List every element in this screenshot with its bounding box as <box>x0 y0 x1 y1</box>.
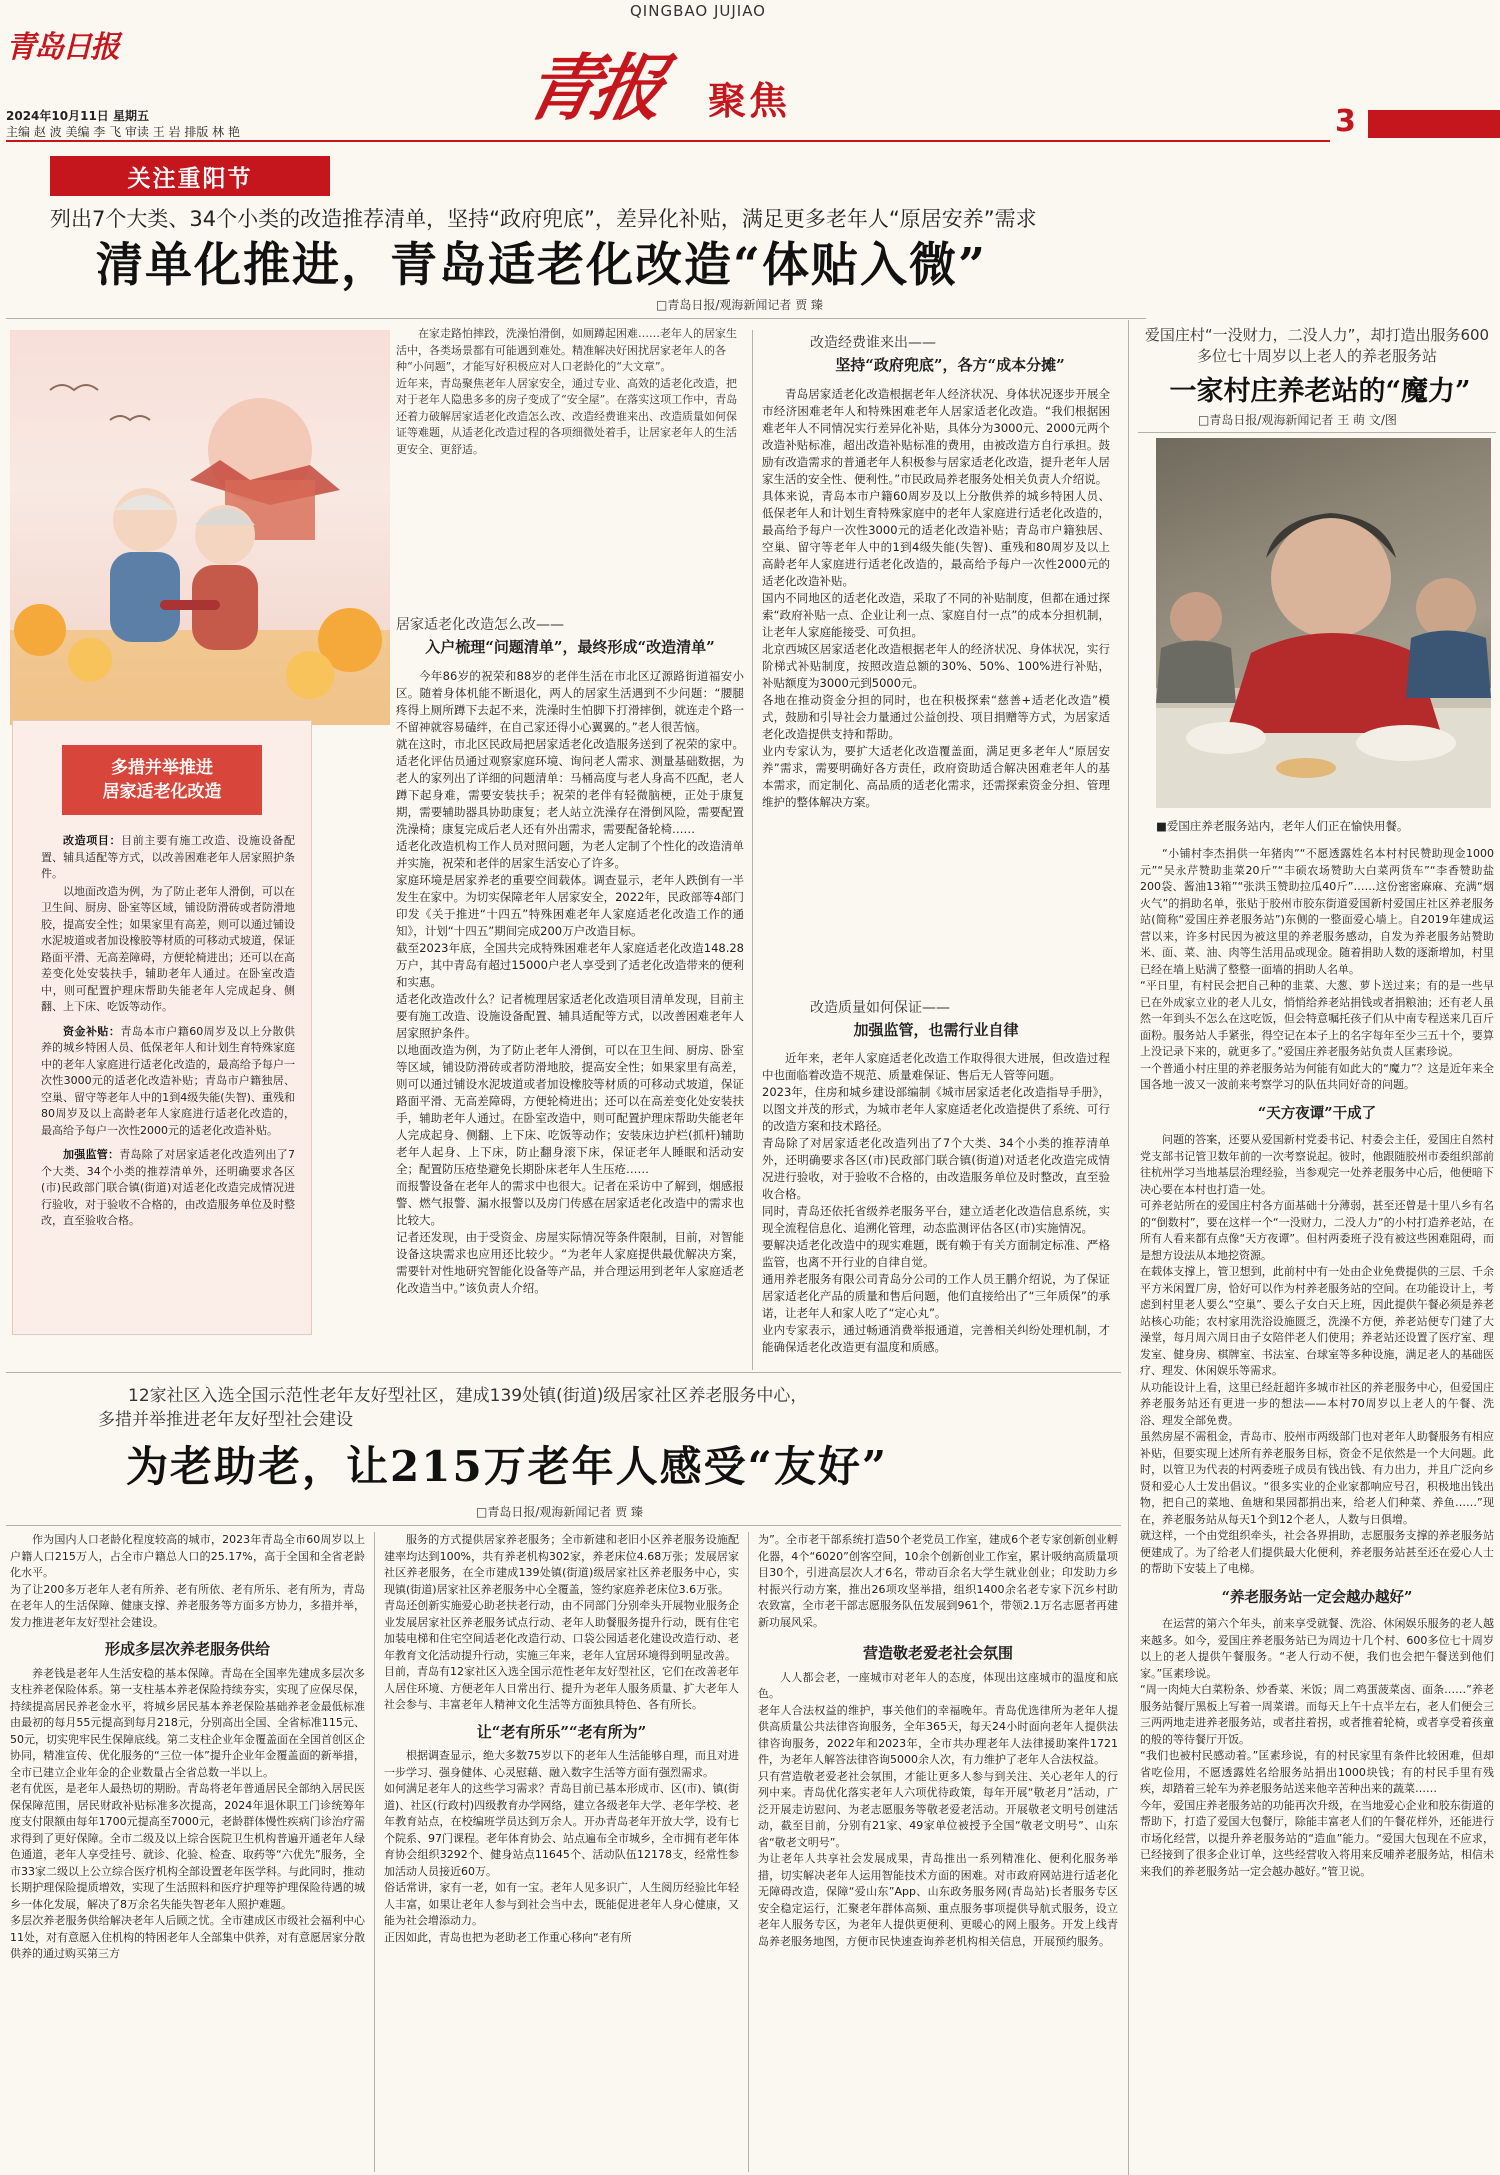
sec2-heading: 坚持“政府兜底”，各方“成本分摊” <box>835 356 1065 374</box>
sec1-kicker: 居家适老化改造怎么改—— <box>396 617 564 633</box>
story1-byline: □青岛日报/观海新闻记者 贾 臻 <box>656 298 824 312</box>
sidebar-text-2: 以地面改造为例，为了防止老年人滑倒，可以在卫生间、厨房、卧室等区域，铺设防滑砖或者防滑地胶，提高安全性；如果家里有高差，则可以通过铺设水泥坡道或者加设橡胶等材质的可移动式坡道，保证路面平滑、无高差障碍，方便轮椅进出；还可以在高差变化处安装扶手，辅助老年人通过。在卧室改造中，则可配置护理床帮助失能老年人完成起身、侧翻、上下床、吃饭等动作。 <box>41 884 295 1013</box>
story2-byline-rule <box>6 1525 1121 1526</box>
sec1-body <box>396 668 744 1368</box>
photo-svg <box>1156 438 1491 808</box>
sec3-body <box>762 1050 1110 1368</box>
story3-byline-rule <box>1138 432 1496 433</box>
sec1-heading: 入户梳理“问题清单”，最终形成“改造清单” <box>425 638 715 656</box>
story2-col3-body2: 人人都会老，一座城市对老年人的态度，体现出这座城市的温度和底色。 老年人合法权益的维护，事关他们的幸福晚年。青岛优选律所为老年人提供高质量公共法律咨询服务，全年365天，每天24小时面向老年人提供法律咨询服务，2022年和2023年，全市共办理老年人法律援助案件1721件，为老年人解答法律咨询5000余人次，有力维护了老年人合法权益。 只有营造敬老爱老社会氛围，才能让更多人参与到关注、关心老年人的行列中来。青岛优化落实老年人六项优待政策，每年开展“敬老月”活动，广泛开展走访慰问、为老志愿服务等敬老爱老活动。开展敬老文明号创建活动，截至目前，分别有21家、49家单位被授予全国“敬老文明号”、山东省“敬老文明号”。 为让老年人共享社会发展成果，青岛推出一系列精准化、便利化服务举措，切实解决老年人运用智能技术方面的困难。对市政府网站进行适老化无障碍改造，保障“爱山东”App、山东政务服务网(青岛站)长者服务专区安全稳定运行，汇聚老年群体高频、重点服务事项提供导航式服务，设立老年人服务专区，为老年人提供更便利、更暖心的网上服务。开发上线青岛养老服务地图，方便市民快速查询养老机构相关信息，开展预约服务。 <box>758 1670 1118 1948</box>
story3-body <box>1140 846 1494 2172</box>
header-rule <box>6 140 1330 142</box>
sidebar-text-3: 青岛本市户籍60周岁及以上分散供养的城乡特困人员、低保老年人和计划生育特殊家庭中的老年人家庭进行适老化改造的，最高给予每户一次性3000元的适老化改造补贴；青岛市户籍独居、空巢、留守等老年人中的1到4级失能(失智)、重残和80周岁及以上高龄老年人家庭进行适老化改造的，最高给予每户一次性2000元的适老化改造补贴。 <box>41 1024 296 1137</box>
story2-col3-heading: 营造敬老爱老社会氛围 <box>862 1644 1013 1662</box>
sidebar-title-box <box>62 745 262 815</box>
logo-calligraphy: 青报 <box>517 45 668 130</box>
sec3-body-text: 近年来，老年人家庭适老化改造工作取得很大进展，但改造过程中也面临着改造不规范、质量难保证、售后无人管等问题。 2023年，住房和城乡建设部编制《城市居家适老化改造指导手册》，以图文并茂的形式，为城市老年人家庭适老化改造提供了系统、可行的改造方案和技术路径。 青岛除了对居家适老化改造列出了7个大类、34个小类的推荐清单外，还明确要求各区(市)民政部门联合镇(街道)对适老化改造完成情况进行验收，对于验收不合格的，由改造服务单位及时整改，直至验收合格。 同时，青岛还依托省级养老服务平台，建立适老化改造信息系统，实现全流程信息化、追溯化管理，动态监测评估各区(市)实施情况。 要解决适老化改造中的现实难题，既有赖于有关方面制定标准、严格监管，也离不开行业的自律自觉。 通用养老服务有限公司青岛分公司的工作人员王鹏介绍说，为了保证居家适老化产品的质量和售后问题，他们直接给出了“三年质保”的承诺，让老年人和家人吃了“定心丸”。 业内专家表示，通过畅通消费举报通道，完善相关纠纷处理机制，才能确保适老化改造更有温度和质感。 <box>762 1051 1110 1354</box>
column-divider-3 <box>748 1532 749 2172</box>
sec1-body-text: 今年86岁的祝荣和88岁的老伴生活在市北区辽源路街道福安小区。随着身体机能不断退化，两人的居家生活遇到不少问题：“腰腿疼得上厕所蹲下去起不来，洗澡时生怕脚下打滑摔倒，就连走个路一不留神就容易磕绊，在自己家还得小心翼翼的。”老人很苦恼。 就在这时，市北区民政局把居家适老化改造服务送到了祝荣的家中。适老化评估员通过观察家庭环境、询问老人需求、测量基础数据，为老人的家列出了详细的问题清单：马桶高度与老人身高不匹配，老人蹲下起身难，需要安装扶手；祝荣的老伴有轻微脑梗，正处于康复期，需要辅助器具协助康复；老人站立洗澡存在滑倒风险，需要配置洗澡椅；康复完成后老人还有外出需求，需要配备轮椅…… 适老化改造机构工作人员对照问题，为老人定制了个性化的改造清单并实施，祝荣和老伴的居家生活安心了许多。 家庭环境是居家养老的重要空间载体。调查显示，老年人跌倒有一半发生在家中。为切实保障老年人居家安全，2022年，民政部等4部门印发《关于推进“十四五”特殊困难老年人家庭适老化改造工作的通知》，计划“十四五”期间完成200万户改造目标。 截至2023年底，全国共完成特殊困难老年人家庭适老化改造148.28万户，其中青岛有超过15000户老人享受到了适老化改造带来的便利和实惠。 适老化改造改什么？记者梳理居家适老化改造项目清单发现，目前主要有施工改造、设施设备配置、辅具适配等方式，以改善困难老年人居家照护条件。 以地面改造为例，为了防止老年人滑倒，可以在卫生间、厨房、卧室等区域，铺设防滑砖或者防滑地胶，提高安全性；如果家里有高差，则可以通过铺设水泥坡道或者加设橡胶等材质的可移动式坡道，保证路面平滑、无高差障碍，方便轮椅进出；还可以在高差变化处安装扶手，辅助老年人通过。在卧室改造中，则可配置护理床帮助失能老年人完成起身、侧翻、上下床、吃饭等动作；安装床边护栏(抓杆)辅助老年人起身、上下床，防止翻身滚下床，保证老年人睡眠和活动安全；配置防压疮垫避免长期卧床老年人生压疮…… 而报警设备在老年人的需求中也很大。记者在采访中了解到，烟感报警、燃气报警、漏水报警以及房门传感在居家适老化改造中的需求也比较大。 记者还发现，由于受资金、房屋实际情况等条件限制，目前，对智能设备这块需求也应用还比较少。“为老年人家庭提供最优解决方案，需要针对性地研究智能化设备等产品，并合理运用到老年人家庭适老化改造当中。”该负责人介绍。 <box>396 669 744 1295</box>
sidebar-lead-4: 加强监管： <box>63 1148 120 1161</box>
story2-col2 <box>384 1532 739 2172</box>
story2-col3-body: 为”。全市老干部系统打造50个老党员工作室，建成6个老专家创新创业孵化器，4个“6020”创客空间，10余个创新创业工作室，累计吸纳高质量项目30个，引进高层次人才6名，带动百余名大学生就业创业；印发助力乡村振兴行动方案，推出26项攻坚举措，组织1400余名老专家下沉乡村助农致富，全市老干部志愿服务队伍发展到961个，带领2.1万名志愿者再建新功展风采。 <box>758 1533 1118 1629</box>
story2-col2-body2: 根据调查显示，绝大多数75岁以下的老年人生活能够自理，而且对进一步学习、强身健体、心灵慰藉、融入数字生活等方面有强烈需求。 如何满足老年人的这些学习需求？青岛目前已基本形成市、区(市)、镇(街道)、社区(行政村)四级教育办学网络，建立各级老年大学、老年学校、老年教育站点，在校编班学员达到万余人。开办青岛老年开放大学，设有七个院系、97门课程。老年体育协会、站点遍布全市城乡，全市拥有老年体育协会组织3292个、健身站点11645个、活动队伍12178支，经常性参加活动人员接近60万。 俗话常讲，家有一老，如有一宝。老年人见多识广，人生阅历经验比年轻人丰富，如果让老年人参与到社会当中去，既能促进老年人身心健康，又能为社会增添动力。 正因如此，青岛也把为老助老工作重心移向“老有所 <box>384 1749 739 1944</box>
story1-kicker: 列出7个大类、34个小类的改造推荐清单，坚持“政府兜底”，差异化补贴，满足更多老年人“原居安养”需求 <box>50 207 1037 231</box>
staff-line: 主编 赵 波 美编 李 飞 审读 王 岩 排版 林 艳 <box>6 125 240 139</box>
measures-sidebar <box>12 720 312 1335</box>
story3-heading-1: “天方夜谭”干成了 <box>1257 1104 1377 1122</box>
story3-headline: 一家村庄养老站的“魔力” <box>1169 376 1471 407</box>
date-line: 2024年10月11日 星期五 <box>6 109 149 123</box>
sidebar-lead-3: 资金补贴： <box>63 1024 121 1038</box>
story3-heading-2: “养老服务站一定会越办越好” <box>1221 1588 1413 1606</box>
story1-headline: 清单化推进，青岛适老化改造“体贴入微” <box>96 238 988 293</box>
photo-caption: ■爱国庄养老服务站内，老年人们正在愉快用餐。 <box>1156 819 1409 833</box>
story3-body2: 问题的答案，还要从爱国新村党委书记、村委会主任，爱国庄自然村党支部书记管卫数年前的一次考察说起。彼时，他跟随胶州市委组织部前往杭州学习当地基层治理经验，当参观完一处养老服务中心后，他便暗下决心要在本村也打造一处。 可养老站所在的爱国庄村各方面基础十分薄弱，甚至还曾是十里八乡有名的“倒数村”，要在这样一个“一没财力，二没人力”的小村打造养老站，在所有人看来都有点像“天方夜谭”。但村两委班子没有被这些困难阻碍，而是想方设法从本地挖资源。 在载体支撑上，管卫想到，此前村中有一处由企业免费提供的三层、千余平方米闲置厂房，恰好可以作为村养老服务站的空间。在功能设计上，考虑到村里老人要么“空巢”、要么子女白天上班，因此提供午餐必须是养老站核心功能；农村家用洗浴设施匮乏，洗澡不方便，养老站便专门建了大澡堂，每月周六周日由子女陪伴老人们使用；养老站还设置了医疗室、理发室、健身房、棋牌室、书法室、台球室等多种设施，满足老人的基础医疗、理发、休闲娱乐等需求。 从功能设计上看，这里已经赶超许多城市社区的养老服务中心，但爱国庄养老服务站还有更进一步的想法——本村70周岁以上老人的午餐、洗浴、理发全部免费。 虽然房屋不需租金，青岛市、胶州市两级部门也对老年人助餐服务有相应补贴，但要实现上述所有养老服务目标，资金不足依然是一个大问题。此时，以管卫为代表的村两委班子成员有钱出钱、有力出力，并且广泛向乡贤和爱心人士发出倡议。“很多实业的企业家都响应号召，积极地出钱出物，把自己的菜地、鱼塘和果园都捐出来，给老人们种菜、养鱼……”现在，养老服务站从每天1个到12个老人，人数与日俱增。 就这样，一个由党组织牵头，社会各界捐助，志愿服务支撑的养老服务站便建成了。为了给老人们提供最大化便利，养老服务站甚至还在爱心人士的帮助下安装上了电梯。 <box>1140 1133 1494 1575</box>
topic-tag-text: 关注重阳节 <box>127 165 253 192</box>
sidebar-title: 多措并举推进 居家适老化改造 <box>102 758 222 802</box>
story2-headline: 为老助老，让215万老年人感受“友好” <box>126 1442 888 1491</box>
story2-kicker-1: 12家社区入选全国示范性老年友好型社区，建成139处镇(街道)级居家社区养老服务中心， <box>128 1386 808 1406</box>
sec3-heading: 加强监管，也需行业自律 <box>853 1021 1019 1039</box>
story2-byline: □青岛日报/观海新闻记者 贾 臻 <box>476 1505 644 1519</box>
sidebar-lead-1: 改造项目： <box>63 834 122 847</box>
story3-byline: □青岛日报/观海新闻记者 王 萌 文/图 <box>1198 413 1397 427</box>
column-divider-2 <box>374 1532 375 2172</box>
story2-top-rule <box>6 1372 1121 1373</box>
sec2-body-text: 青岛居家适老化改造根据老年人经济状况、身体状况逐步开展全市经济困难老年人和特殊困难老年人居家适老化改造。“我们根据困难老年人不同情况实行差异化补贴，具体分为3000元、2000元两个改造补贴标准，超出改造补贴标准的费用，由被改造方自行承担。鼓励有改造需求的普通老年人积极参与居家适老化改造，提升老年人居家生活的安全性、便利性。”市民政局养老服务处相关负责人介绍说。 具体来说，青岛本市户籍60周岁及以上分散供养的城乡特困人员、低保老年人和计划生育特殊家庭中的老年人家庭进行适老化改造的，最高给予每户一次性3000元的适老化改造补贴；青岛市户籍独居、空巢、留守等老年人中的1到4级失能(失智)、重残和80周岁及以上高龄老年人家庭进行适老化改造的，最高给予每户一次性2000元的适老化改造补贴。 国内不同地区的适老化改造，采取了不同的补贴制度，但都在通过探索“政府补贴一点、企业让利一点、家庭自付一点”的成本分担机制，让老年人家庭能接受、可负担。 北京西城区居家适老化改造根据老年人的经济状况、身体状况，实行阶梯式补贴制度，按照改造总额的30%、50%、100%进行补贴，补贴额度为3000元到5000元。 各地在推动资金分担的同时，也在积极探索“慈善+适老化改造”模式，鼓励和引导社会力量通过公益创投、项目捐赠等方式，为居家适老化改造提供支持和帮助。 业内专家认为，要扩大适老化改造覆盖面，满足更多老年人“原居安养”需求，需要明确好各方责任，政府资助适合解决困难老年人的基本需求，而定制化、高品质的适老化需求，还需探索资金分担、管理维护的整体解决方案。 <box>762 387 1110 809</box>
page-number: 3 <box>1335 104 1356 139</box>
page-tab <box>1368 110 1500 138</box>
story3-kicker: 爱国庄村“一没财力，二没人力”，却打造出服务600多位七十周岁以上老人的养老服务站 <box>1144 326 1490 365</box>
sec2-kicker: 改造经费谁来出—— <box>810 335 936 351</box>
nursing-station-photo <box>1156 438 1491 808</box>
masthead-small-text: 青岛日报 <box>6 30 118 65</box>
story2-col1-heading: 形成多层次养老服务供给 <box>104 1640 270 1658</box>
sidebar-text-4: 青岛除了对居家适老化改造列出了7个大类、34个小类的推荐清单外，还明确要求各区(市)民政部门联合镇(街道)对适老化改造完成情况进行验收，对于验收不合格的，由改造服务单位及时整改，直至验收合格。 <box>41 1148 295 1227</box>
story3-body1: “小铺村李杰捐供一年猪肉”“不愿透露姓名本村村民赞助现金1000元”“吴永芹赞助韭菜20斤”“丰硕农场赞助大白菜两货车”“李香赞助盐200袋、酱油13箱”“张洪玉赞助拉瓜40斤”……这份密密麻麻、充满“烟火气”的捐助名单，张贴于胶州市胶东街道爱国新村爱国庄社区养老服务站(简称“爱国庄养老服务站”)东侧的一整面爱心墙上。自2019年建成运营以来，许多村民因为被这里的养老服务感动，自发为养老服务站赞助米、面、菜、油、肉等生活用品或现金。随着捐助人数的逐渐增加，村里已经在墙上贴满了整整一面墙的捐助人名单。 “平日里，有村民会把自己种的韭菜、大葱、萝卜送过来；有的是一些早已在外成家立业的老人儿女，悄悄给养老站捐钱或者捐粮油；还有老人虽然一年到头不怎么在这吃饭，但会特意嘱托孩子们从中南专程送来几百斤面粉。服务站人手紧张，得空记在本子上的名字每年至少三五十个，要算上没记录下来的，就更多了。”爱国庄养老服务站负责人匡素珍说。 一个普通小村庄里的养老服务站为何能有如此大的“魔力”？这是近年来全国各地一波又一波前来考察学习的队伍共同好奇的问题。 <box>1140 847 1494 1091</box>
story1-intro: 在家走路怕摔跤，洗澡怕滑倒，如厕蹲起困难……老年人的居家生活中，各类场景都有可能遇到难处。精准解决好困扰居家老年人的各种“小问题”，才能写好积极应对人口老龄化的“大文章”。 近年来，青岛聚焦老年人居家安全，通过专业、高效的适老化改造，把对于老年人隐患多多的房子变成了“安全屋”。在落实这项工作中，青岛还着力破解居家适老化改造怎么改、改造经费谁来出、改造质量如何保证等难题，从适老化改造过程的各项细微处着手，让居家老年人的生活更安全、更舒适。 <box>396 327 738 456</box>
sec3-kicker: 改造质量如何保证—— <box>810 1000 950 1016</box>
story2-col1-lead: 作为国内人口老龄化程度较高的城市，2023年青岛全市60周岁以上户籍人口215万人，占全市户籍总人口的25.17%，高于全国和全省老龄化水平。 为了让200多万老年人老有所养、老有所依、老有所乐、老有所为，青岛在老年人的生活保障、健康支撑、养老服务等方面多方协力，多措并举，发力推进老年友好型社会建设。 <box>10 1533 365 1629</box>
masthead-small <box>6 22 136 65</box>
story1-rule <box>6 318 1146 319</box>
story2-col1-body: 养老钱是老年人生活安稳的基本保障。青岛在全国率先建成多层次多支柱养老保险体系。第一支柱基本养老保险持续夯实，实现了应保尽保，持续提高居民养老金水平，将城乡居民基本养老保险基础养老金最低标准由最初的每月55元提高到每月218元，分别高出全国、全省标准115元、50元，切实兜牢民生保障底线。第二支柱企业年金覆盖面在全国首创区企协同，精准宣传、优化服务的“三位一体”提升企业年金覆盖面的新举措，全市已建立企业年金的企业数量占全省总数一半以上。 老有优医，是老年人最热切的期盼。青岛将老年普通居民全部纳入居民医保保障范围，居民财政补贴标准多次提高，2024年退休职工门诊统筹年度支付限额由每年1700元提高至7000元，老龄群体慢性疾病门诊治疗需求得到了更好保障。全市二级及以上综合医院卫生机构普遍开通老年人绿色通道，老年人享受挂号、就诊、化验、检查、取药等“六优先”服务，全市33家二级以上公立综合医疗机构全部设置老年医学科。与此同时，推动长期护理保险提质增效，实现了生活照料和医疗护理等护理保险待遇的城乡一体化发展，解决了8万余名失能失智老年人照护难题。 多层次养老服务供给解决老年人后顾之忧。全市建成区市级社会福利中心11处，对有意愿入住机构的特困老年人全部集中供养，对有意愿居家分散供养的通过购买第三方 <box>10 1666 365 1960</box>
story2-kicker-2: 多措并举推进老年友好型社会建设 <box>98 1410 353 1430</box>
story3-body3: 在运营的第六个年头，前来享受就餐、洗浴、休闲娱乐服务的老人越来越多。如今，爱国庄养老服务站已为周边十几个村、600多位七十周岁以上的老人提供午餐服务。“老人行动不便，我们也会把午餐送到他们家。”匡素珍说。 “周一肉炖大白菜粉条、炒香菜、米饭；周二鸡蛋菠菜卤、面条……”养老服务站餐厅黑板上写着一周菜谱。而每天上午十点半左右，老人们便会三三两两地走进养老服务站，或者拄着拐，或者推着轮椅，或者享受着孩童的般的等待餐厅开饭。 “我们也被村民感动着。”匡素珍说，有的村民家里有条件比较困难，但却省吃俭用，不愿透露姓名给服务站捐出1000块钱；有的村民手里有残疾，却踏着三轮车为养老服务站送来他辛苦种出来的蔬菜…… 今年，爱国庄养老服务站的功能再次升级，在当地爱心企业和胶东街道的帮助下，打造了爱国大包餐厅，除能丰富老人们的午餐花样外，还能进行市场化经营，以提升养老服务站的“造血”能力。“爱国大包现在不应求，已经接到了很多企业订单，这些经营收入将用来反哺养老服务站，相信未来我们的养老服务站一定会越办越好。”管卫说。 <box>1140 1617 1494 1878</box>
story2-col2-heading: 让“老有所乐”“老有所为” <box>476 1722 647 1741</box>
page-pinyin: QINGBAO JUJIAO <box>630 2 766 20</box>
story2-col3 <box>758 1532 1118 2172</box>
sec2-body <box>762 386 1110 982</box>
sidebar-body <box>13 815 311 1230</box>
elderly-couple-illustration <box>10 330 390 725</box>
illustration-svg <box>10 330 390 725</box>
sidebar-text-1: 目前主要有施工改造、设施设备配置、辅具适配等方式，以改善困难老年人居家照护条件。 <box>41 834 296 880</box>
story2-col1 <box>10 1532 365 2172</box>
column-divider-1 <box>752 330 753 1370</box>
story-divider-vertical <box>1128 320 1129 2175</box>
section-logo <box>517 30 1008 130</box>
topic-tag <box>50 156 330 196</box>
section-title: 聚焦 <box>708 78 791 123</box>
story2-col2-body: 服务的方式提供居家养老服务；全市新建和老旧小区养老服务设施配建率均达到100%，共有养老机构302家，养老床位4.68万张；发展居家社区养老服务，在全市建成139处镇(街道)级居家社区养老服务中心，实现镇(街道)居家社区养老服务中心全覆盖，签约家庭养老床位3.6万张。 青岛还创新实施爱心助老扶老行动，由不同部门分别牵头开展物业服务企业发展居家社区养老服务试点行动、老年人助餐服务提升行动，既有住宅加装电梯和住宅空间适老化改造行动、口袋公园适老化建设改造行动、老年教育文化活动提升行动，实施三年来，老年人宜居环境得到明显改善。 目前，青岛有12家社区入选全国示范性老年友好型社区，它们在改善老年人居住环境、方便老年人日常出行、提升为老年人服务质量、扩大老年人社会参与、丰富老年人精神文化生活等方面独具特色、各有所长。 <box>384 1533 739 1711</box>
